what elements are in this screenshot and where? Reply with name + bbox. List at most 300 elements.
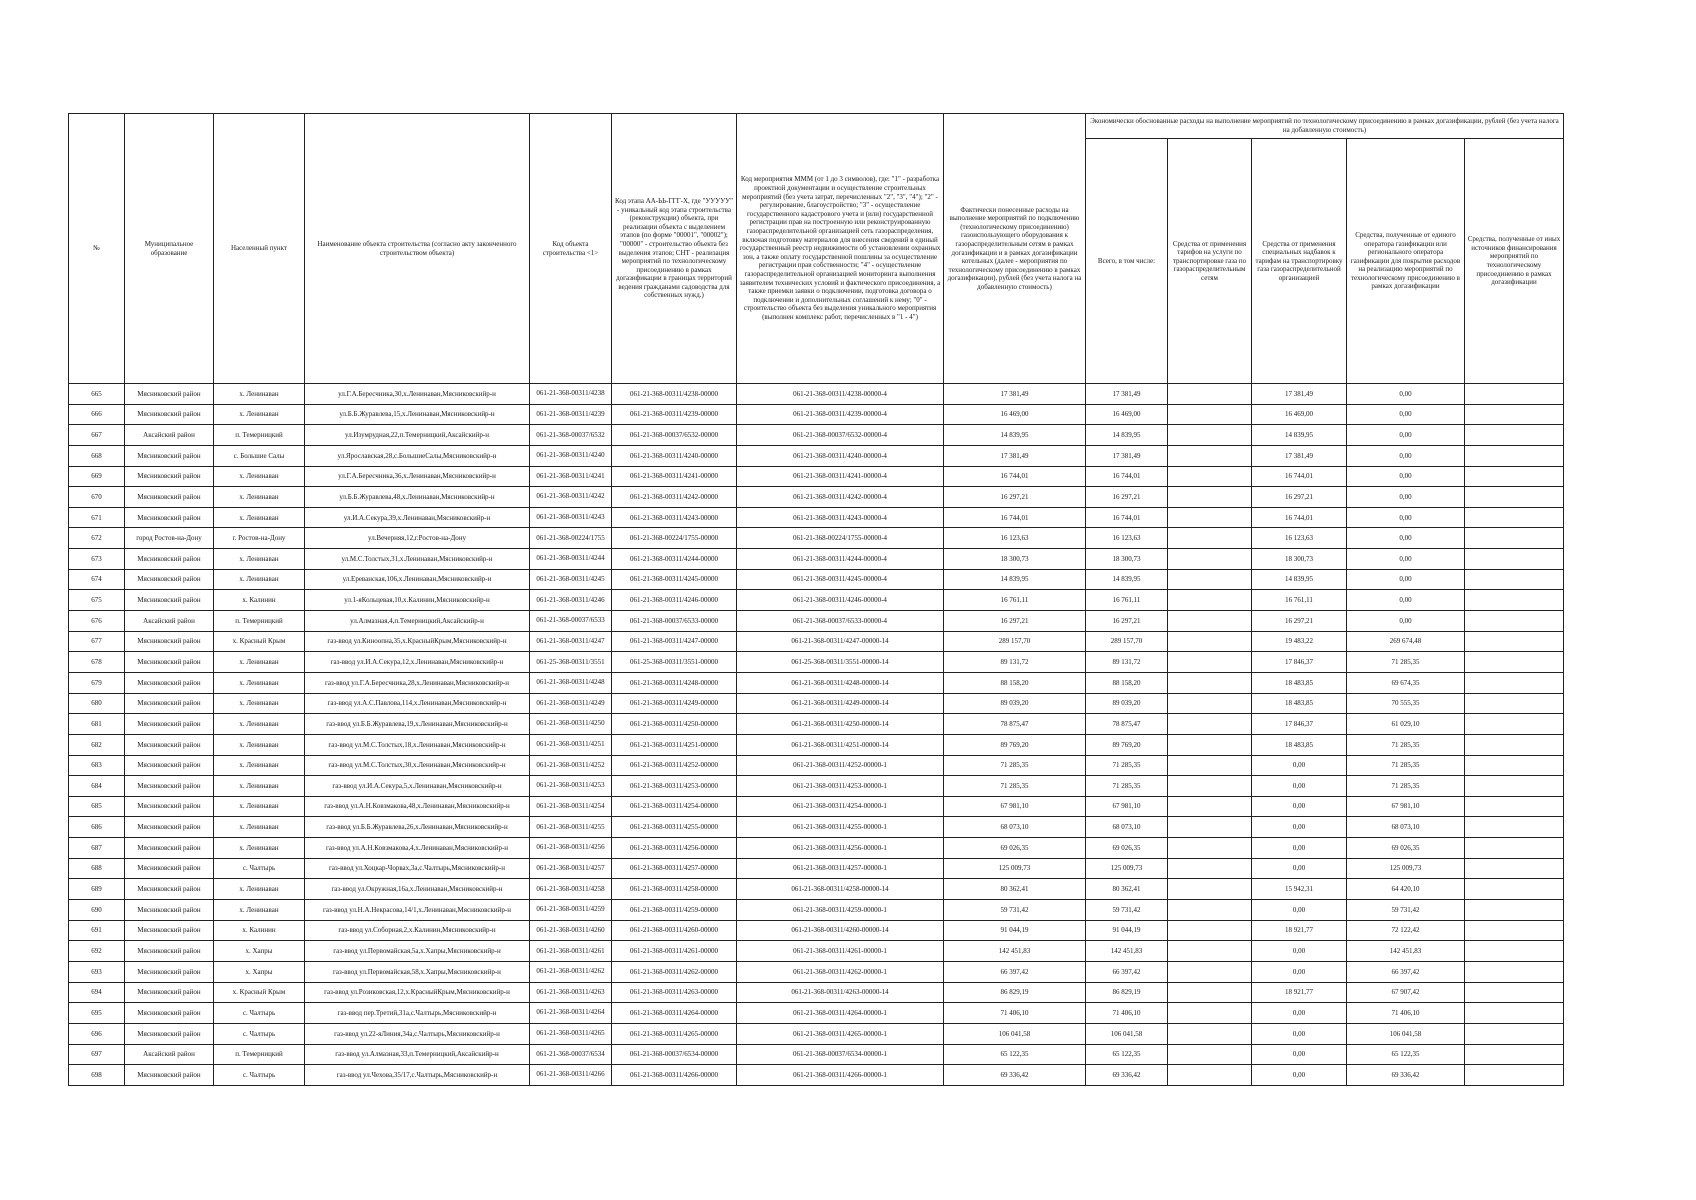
cell-municipality: Мясниковский район: [125, 714, 214, 735]
cell-special-markup: 15 942,31: [1252, 879, 1347, 900]
cell-total: 65 122,35: [1086, 1044, 1168, 1065]
cell-event-code: 061-21-368-00037/6532-00000-4: [737, 425, 944, 446]
cell-operator-funds: 0,00: [1347, 507, 1465, 528]
table-row: [69, 1023, 1564, 1044]
cell-object-code: 061-21-368-00311/4242: [530, 487, 612, 508]
cell-settlement: п. Темерницкий: [214, 425, 305, 446]
table-row: [69, 734, 1564, 755]
cell-object-code: 061-21-368-00311/4244: [530, 549, 612, 570]
cell-settlement: х. Ленинаван: [214, 549, 305, 570]
cell-municipality: Мясниковский район: [125, 1065, 214, 1086]
cell-actual-costs: 17 381,49: [944, 445, 1086, 466]
cell-stage-code: 061-21-368-00311/4260-00000: [612, 920, 737, 941]
cell-object-code: 061-21-368-00311/4261: [530, 941, 612, 962]
table-row: [69, 941, 1564, 962]
cell-object-code: 061-21-368-00311/4259: [530, 900, 612, 921]
cell-object-name: газ-ввод ул.А.Н.Ковзмакова,48,х.Ленинаван,Мясниковскийр-н: [305, 796, 530, 817]
cell-event-code: 061-21-368-00224/1755-00000-4: [737, 528, 944, 549]
header-row-top: [69, 114, 1564, 139]
cell-stage-code: 061-21-368-00224/1755-00000: [612, 528, 737, 549]
cell-stage-code: 061-21-368-00037/6532-00000: [612, 425, 737, 446]
cell-num: 688: [69, 858, 125, 879]
cell-event-code: 061-21-368-00311/4262-00000-1: [737, 961, 944, 982]
cell-total: 78 875,47: [1086, 714, 1168, 735]
cell-total: 16 744,01: [1086, 466, 1168, 487]
cell-special-markup: 16 297,21: [1252, 611, 1347, 632]
table-row: [69, 817, 1564, 838]
cell-object-name: газ-ввод ул.Чехова,35/17,с.Чалтырь,Мясниковскийр-н: [305, 1065, 530, 1086]
cell-event-code: 061-21-368-00311/4239-00000-4: [737, 404, 944, 425]
cell-actual-costs: 16 469,00: [944, 404, 1086, 425]
cell-object-code: 061-21-368-00311/4264: [530, 1003, 612, 1024]
cell-municipality: Мясниковский район: [125, 734, 214, 755]
cell-transport-tariff: [1168, 611, 1252, 632]
cell-municipality: Мясниковский район: [125, 652, 214, 673]
cell-other-funds: [1465, 445, 1564, 466]
cell-object-code: 061-21-368-00311/4256: [530, 838, 612, 859]
cell-special-markup: 18 483,85: [1252, 672, 1347, 693]
cell-transport-tariff: [1168, 920, 1252, 941]
cell-event-code: 061-21-368-00311/4247-00000-14: [737, 631, 944, 652]
cell-actual-costs: 80 362,41: [944, 879, 1086, 900]
header-total: Всего, в том числе:: [1086, 139, 1168, 384]
cell-total: 289 157,70: [1086, 631, 1168, 652]
cell-object-name: газ-ввод ул.М.С.Толстых,18,х.Ленинаван,Мясниковскийр-н: [305, 734, 530, 755]
cell-num: 678: [69, 652, 125, 673]
cell-object-code: 061-21-368-00311/4238: [530, 384, 612, 405]
cell-municipality: Мясниковский район: [125, 920, 214, 941]
gasification-cost-table-sheet: [68, 113, 1563, 1086]
cell-municipality: Аксайский район: [125, 611, 214, 632]
cell-municipality: Мясниковский район: [125, 941, 214, 962]
cell-stage-code: 061-21-368-00311/4241-00000: [612, 466, 737, 487]
cell-actual-costs: 16 744,01: [944, 507, 1086, 528]
cell-municipality: Мясниковский район: [125, 858, 214, 879]
cell-num: 675: [69, 590, 125, 611]
cell-special-markup: 0,00: [1252, 796, 1347, 817]
cell-object-name: газ-ввод ул.Соборная,2,х.Калинин,Мясниковскийр-н: [305, 920, 530, 941]
cell-actual-costs: 69 026,35: [944, 838, 1086, 859]
cell-other-funds: [1465, 714, 1564, 735]
cell-stage-code: 061-21-368-00311/4266-00000: [612, 1065, 737, 1086]
cell-special-markup: 16 761,11: [1252, 590, 1347, 611]
cell-other-funds: [1465, 652, 1564, 673]
cell-operator-funds: 72 122,42: [1347, 920, 1465, 941]
cell-object-code: 061-25-368-00311/3551: [530, 652, 612, 673]
cell-special-markup: 18 921,77: [1252, 920, 1347, 941]
cell-municipality: Мясниковский район: [125, 838, 214, 859]
cell-total: 89 131,72: [1086, 652, 1168, 673]
cell-municipality: Мясниковский район: [125, 961, 214, 982]
header-stage-code: Код этапа АА-ЬЬ-ГГГ-Х, где "УУУУУ" - уникальный код этапа строительства (реконструкции) объекта, при реализации объекта с выделением этапов (по форме "00001", "00002"); "00000" - строительство объекта без выделения этапов; СНТ - реализация мероприятий по технологическому присоединению в рамках догазификации в границах территорий ведения гражданами садоводства для собственных нужд.): [612, 114, 737, 384]
table-row: [69, 1003, 1564, 1024]
cell-object-code: 061-21-368-00037/6534: [530, 1044, 612, 1065]
cell-settlement: х. Ленинаван: [214, 776, 305, 797]
cell-other-funds: [1465, 776, 1564, 797]
cell-event-code: 061-21-368-00311/4245-00000-4: [737, 569, 944, 590]
cell-other-funds: [1465, 549, 1564, 570]
cell-operator-funds: 0,00: [1347, 528, 1465, 549]
cell-num: 680: [69, 693, 125, 714]
cell-actual-costs: 16 297,21: [944, 487, 1086, 508]
cell-municipality: Мясниковский район: [125, 466, 214, 487]
cell-object-name: газ-ввод ул.Розиковская,12,х.КрасныйКрым,Мясниковскийр-н: [305, 982, 530, 1003]
cell-municipality: Мясниковский район: [125, 817, 214, 838]
cell-settlement: с. Чалтырь: [214, 1003, 305, 1024]
cell-municipality: Мясниковский район: [125, 755, 214, 776]
cell-object-code: 061-21-368-00311/4252: [530, 755, 612, 776]
cell-num: 665: [69, 384, 125, 405]
cell-actual-costs: 16 761,11: [944, 590, 1086, 611]
cell-total: 125 009,73: [1086, 858, 1168, 879]
cell-special-markup: 16 469,00: [1252, 404, 1347, 425]
table-row: [69, 425, 1564, 446]
cell-stage-code: 061-25-368-00311/3551-00000: [612, 652, 737, 673]
cell-other-funds: [1465, 879, 1564, 900]
cell-total: 14 839,95: [1086, 425, 1168, 446]
cell-municipality: Мясниковский район: [125, 796, 214, 817]
cell-transport-tariff: [1168, 1065, 1252, 1086]
cell-event-code: 061-21-368-00311/4240-00000-4: [737, 445, 944, 466]
cell-settlement: с. Чалтырь: [214, 1065, 305, 1086]
cell-total: 67 981,10: [1086, 796, 1168, 817]
cell-operator-funds: 142 451,83: [1347, 941, 1465, 962]
cell-operator-funds: 125 009,73: [1347, 858, 1465, 879]
cell-object-name: газ-ввод ул.Хоцкар-Чорвах,3а,с.Чалтырь,Мясниковскийр-н: [305, 858, 530, 879]
cell-object-name: газ-ввод ул.Б.Б.Журавлева,19,х.Ленинаван,Мясниковскийр-н: [305, 714, 530, 735]
cell-operator-funds: 69 026,35: [1347, 838, 1465, 859]
cell-other-funds: [1465, 384, 1564, 405]
table-row: [69, 1044, 1564, 1065]
cell-total: 86 829,19: [1086, 982, 1168, 1003]
cell-actual-costs: 86 829,19: [944, 982, 1086, 1003]
cell-municipality: Мясниковский район: [125, 404, 214, 425]
cell-transport-tariff: [1168, 404, 1252, 425]
cell-actual-costs: 125 009,73: [944, 858, 1086, 879]
cell-object-code: 061-21-368-00224/1755: [530, 528, 612, 549]
cell-settlement: с. Чалтырь: [214, 858, 305, 879]
cell-num: 670: [69, 487, 125, 508]
cell-settlement: х. Ленинаван: [214, 796, 305, 817]
cell-settlement: х. Красный Крым: [214, 982, 305, 1003]
cell-event-code: 061-21-368-00311/4259-00000-1: [737, 900, 944, 921]
cell-object-code: 061-21-368-00311/4257: [530, 858, 612, 879]
cell-special-markup: 16 744,01: [1252, 507, 1347, 528]
cell-object-name: газ-ввод пер.Третий,31а,с.Чалтырь,Мясниковскийр-н: [305, 1003, 530, 1024]
cell-event-code: 061-21-368-00311/4248-00000-14: [737, 672, 944, 693]
cell-actual-costs: 18 300,73: [944, 549, 1086, 570]
cell-event-code: 061-21-368-00311/4263-00000-14: [737, 982, 944, 1003]
table-row: [69, 466, 1564, 487]
cell-settlement: п. Темерницкий: [214, 1044, 305, 1065]
cell-municipality: Мясниковский район: [125, 631, 214, 652]
table-row: [69, 549, 1564, 570]
table-row: [69, 982, 1564, 1003]
cell-settlement: х. Ленинаван: [214, 384, 305, 405]
table-row: [69, 631, 1564, 652]
cell-num: 686: [69, 817, 125, 838]
header-object-name: Наименование объекта строительства (согласно акту законченного строительством объекта): [305, 114, 530, 384]
cell-municipality: Мясниковский район: [125, 507, 214, 528]
cell-municipality: Мясниковский район: [125, 1023, 214, 1044]
cell-other-funds: [1465, 631, 1564, 652]
cell-event-code: 061-21-368-00311/4250-00000-14: [737, 714, 944, 735]
cell-special-markup: 18 300,73: [1252, 549, 1347, 570]
cell-actual-costs: 65 122,35: [944, 1044, 1086, 1065]
cell-municipality: Мясниковский район: [125, 672, 214, 693]
cell-settlement: х. Калинин: [214, 590, 305, 611]
cell-transport-tariff: [1168, 776, 1252, 797]
cell-municipality: Мясниковский район: [125, 776, 214, 797]
cell-object-name: газ-ввод ул.А.С.Павлова,114,х.Ленинаван,Мясниковскийр-н: [305, 693, 530, 714]
cell-event-code: 061-21-368-00311/4260-00000-14: [737, 920, 944, 941]
cell-object-name: ул.Вечерняя,12,г.Ростов-на-Дону: [305, 528, 530, 549]
cell-actual-costs: 71 285,35: [944, 776, 1086, 797]
cell-other-funds: [1465, 941, 1564, 962]
cell-total: 80 362,41: [1086, 879, 1168, 900]
cell-municipality: Мясниковский район: [125, 590, 214, 611]
cell-transport-tariff: [1168, 900, 1252, 921]
cell-event-code: 061-21-368-00311/4242-00000-4: [737, 487, 944, 508]
cell-event-code: 061-21-368-00311/4243-00000-4: [737, 507, 944, 528]
cell-operator-funds: 65 122,35: [1347, 1044, 1465, 1065]
cell-stage-code: 061-21-368-00311/4238-00000: [612, 384, 737, 405]
cell-actual-costs: 67 981,10: [944, 796, 1086, 817]
cell-municipality: Мясниковский район: [125, 549, 214, 570]
cell-event-code: 061-25-368-00311/3551-00000-14: [737, 652, 944, 673]
table-row: [69, 796, 1564, 817]
cell-special-markup: 0,00: [1252, 1003, 1347, 1024]
cell-event-code: 061-21-368-00311/4241-00000-4: [737, 466, 944, 487]
cell-num: 673: [69, 549, 125, 570]
table-row: [69, 838, 1564, 859]
cell-stage-code: 061-21-368-00311/4244-00000: [612, 549, 737, 570]
cell-settlement: х. Ленинаван: [214, 569, 305, 590]
cell-num: 682: [69, 734, 125, 755]
cell-settlement: х. Красный Крым: [214, 631, 305, 652]
cell-operator-funds: 0,00: [1347, 425, 1465, 446]
cell-event-code: 061-21-368-00037/6533-00000-4: [737, 611, 944, 632]
cell-stage-code: 061-21-368-00037/6534-00000: [612, 1044, 737, 1065]
cell-transport-tariff: [1168, 796, 1252, 817]
cell-settlement: х. Ленинаван: [214, 672, 305, 693]
gasification-cost-table: [68, 113, 1564, 1086]
cell-other-funds: [1465, 425, 1564, 446]
cell-num: 668: [69, 445, 125, 466]
cell-other-funds: [1465, 920, 1564, 941]
table-row: [69, 1065, 1564, 1086]
header-object-code: Код объекта строительства <1>: [530, 114, 612, 384]
cell-total: 106 041,58: [1086, 1023, 1168, 1044]
cell-object-name: газ-ввод ул.Алмазная,33,п.Темерницкий,Аксайскийр-н: [305, 1044, 530, 1065]
cell-settlement: х. Ленинаван: [214, 714, 305, 735]
cell-special-markup: 0,00: [1252, 900, 1347, 921]
cell-stage-code: 061-21-368-00311/4239-00000: [612, 404, 737, 425]
cell-object-name: ул.Б.Б.Журавлева,48,х.Ленинаван,Мясниковскийр-н: [305, 487, 530, 508]
cell-stage-code: 061-21-368-00311/4252-00000: [612, 755, 737, 776]
cell-stage-code: 061-21-368-00037/6533-00000: [612, 611, 737, 632]
cell-other-funds: [1465, 838, 1564, 859]
cell-num: 677: [69, 631, 125, 652]
cell-municipality: Мясниковский район: [125, 569, 214, 590]
cell-other-funds: [1465, 1023, 1564, 1044]
cell-event-code: 061-21-368-00311/4258-00000-14: [737, 879, 944, 900]
cell-object-name: газ-ввод ул.Г.А.Бересчника,28,х.Ленинаван,Мясниковскийр-н: [305, 672, 530, 693]
cell-actual-costs: 71 406,10: [944, 1003, 1086, 1024]
cell-stage-code: 061-21-368-00311/4265-00000: [612, 1023, 737, 1044]
table-row: [69, 693, 1564, 714]
cell-total: 71 285,35: [1086, 776, 1168, 797]
cell-object-code: 061-21-368-00311/4266: [530, 1065, 612, 1086]
cell-num: 671: [69, 507, 125, 528]
cell-actual-costs: 142 451,83: [944, 941, 1086, 962]
cell-num: 672: [69, 528, 125, 549]
cell-transport-tariff: [1168, 755, 1252, 776]
cell-settlement: х. Ленинаван: [214, 693, 305, 714]
cell-settlement: п. Темерницкий: [214, 611, 305, 632]
cell-transport-tariff: [1168, 445, 1252, 466]
cell-transport-tariff: [1168, 672, 1252, 693]
cell-object-code: 061-21-368-00311/4245: [530, 569, 612, 590]
cell-transport-tariff: [1168, 384, 1252, 405]
cell-operator-funds: 0,00: [1347, 590, 1465, 611]
cell-num: 698: [69, 1065, 125, 1086]
cell-total: 17 381,49: [1086, 384, 1168, 405]
cell-actual-costs: 17 381,49: [944, 384, 1086, 405]
cell-settlement: х. Хапры: [214, 941, 305, 962]
cell-stage-code: 061-21-368-00311/4242-00000: [612, 487, 737, 508]
table-row: [69, 776, 1564, 797]
cell-actual-costs: 68 073,10: [944, 817, 1086, 838]
cell-settlement: х. Калинин: [214, 920, 305, 941]
cell-operator-funds: 0,00: [1347, 404, 1465, 425]
cell-operator-funds: 0,00: [1347, 384, 1465, 405]
cell-object-name: газ-ввод ул.22-яЛиния,34а,с.Чалтырь,Мясниковскийр-н: [305, 1023, 530, 1044]
cell-num: 696: [69, 1023, 125, 1044]
table-row: [69, 672, 1564, 693]
cell-total: 16 469,00: [1086, 404, 1168, 425]
cell-object-name: газ-ввод ул.Первомайская,5а,х.Хапры,Мясниковскийр-н: [305, 941, 530, 962]
cell-operator-funds: 71 406,10: [1347, 1003, 1465, 1024]
cell-object-code: 061-21-368-00037/6532: [530, 425, 612, 446]
cell-stage-code: 061-21-368-00311/4261-00000: [612, 941, 737, 962]
cell-event-code: 061-21-368-00311/4256-00000-1: [737, 838, 944, 859]
cell-settlement: х. Ленинаван: [214, 734, 305, 755]
cell-special-markup: 16 744,01: [1252, 466, 1347, 487]
cell-object-code: 061-21-368-00311/4249: [530, 693, 612, 714]
cell-transport-tariff: [1168, 817, 1252, 838]
cell-object-code: 061-21-368-00311/4263: [530, 982, 612, 1003]
cell-operator-funds: 71 285,35: [1347, 652, 1465, 673]
table-row: [69, 611, 1564, 632]
cell-object-name: ул.М.С.Толстых,31,х.Ленинаван,Мясниковскийр-н: [305, 549, 530, 570]
cell-other-funds: [1465, 1044, 1564, 1065]
table-header: [69, 114, 1564, 384]
cell-settlement: х. Хапры: [214, 961, 305, 982]
cell-object-code: 061-21-368-00311/4239: [530, 404, 612, 425]
cell-total: 16 297,21: [1086, 611, 1168, 632]
cell-object-code: 061-21-368-00311/4253: [530, 776, 612, 797]
cell-transport-tariff: [1168, 487, 1252, 508]
cell-event-code: 061-21-368-00311/4251-00000-14: [737, 734, 944, 755]
cell-special-markup: 17 381,49: [1252, 384, 1347, 405]
cell-municipality: Мясниковский район: [125, 982, 214, 1003]
cell-stage-code: 061-21-368-00311/4258-00000: [612, 879, 737, 900]
cell-stage-code: 061-21-368-00311/4246-00000: [612, 590, 737, 611]
cell-stage-code: 061-21-368-00311/4243-00000: [612, 507, 737, 528]
cell-actual-costs: 16 123,63: [944, 528, 1086, 549]
cell-settlement: с. Большие Салы: [214, 445, 305, 466]
cell-event-code: 061-21-368-00311/4265-00000-1: [737, 1023, 944, 1044]
cell-operator-funds: 68 073,10: [1347, 817, 1465, 838]
cell-total: 68 073,10: [1086, 817, 1168, 838]
cell-object-code: 061-21-368-00311/4251: [530, 734, 612, 755]
cell-special-markup: 18 483,85: [1252, 734, 1347, 755]
cell-other-funds: [1465, 466, 1564, 487]
cell-object-code: 061-21-368-00311/4241: [530, 466, 612, 487]
cell-operator-funds: 0,00: [1347, 611, 1465, 632]
cell-transport-tariff: [1168, 652, 1252, 673]
cell-actual-costs: 88 158,20: [944, 672, 1086, 693]
cell-operator-funds: 269 674,48: [1347, 631, 1465, 652]
cell-object-code: 061-21-368-00037/6533: [530, 611, 612, 632]
table-row: [69, 384, 1564, 405]
cell-event-code: 061-21-368-00311/4246-00000-4: [737, 590, 944, 611]
table-row: [69, 652, 1564, 673]
cell-other-funds: [1465, 569, 1564, 590]
cell-other-funds: [1465, 590, 1564, 611]
cell-operator-funds: 61 029,10: [1347, 714, 1465, 735]
cell-transport-tariff: [1168, 941, 1252, 962]
cell-actual-costs: 91 044,19: [944, 920, 1086, 941]
cell-operator-funds: 106 041,58: [1347, 1023, 1465, 1044]
cell-special-markup: 0,00: [1252, 961, 1347, 982]
cell-municipality: Мясниковский район: [125, 487, 214, 508]
cell-actual-costs: 14 839,95: [944, 569, 1086, 590]
cell-actual-costs: 59 731,42: [944, 900, 1086, 921]
cell-special-markup: 17 846,37: [1252, 652, 1347, 673]
cell-event-code: 061-21-368-00311/4238-00000-4: [737, 384, 944, 405]
cell-num: 693: [69, 961, 125, 982]
cell-stage-code: 061-21-368-00311/4249-00000: [612, 693, 737, 714]
cell-transport-tariff: [1168, 631, 1252, 652]
cell-operator-funds: 70 555,35: [1347, 693, 1465, 714]
cell-transport-tariff: [1168, 590, 1252, 611]
cell-object-name: газ-ввод ул.Киноопна,35,х.КрасныйКрым,Мясниковскийр-н: [305, 631, 530, 652]
cell-other-funds: [1465, 734, 1564, 755]
cell-object-code: 061-21-368-00311/4262: [530, 961, 612, 982]
cell-num: 679: [69, 672, 125, 693]
cell-stage-code: 061-21-368-00311/4256-00000: [612, 838, 737, 859]
cell-other-funds: [1465, 961, 1564, 982]
cell-stage-code: 061-21-368-00311/4245-00000: [612, 569, 737, 590]
cell-total: 88 158,20: [1086, 672, 1168, 693]
cell-event-code: 061-21-368-00311/4266-00000-1: [737, 1065, 944, 1086]
cell-actual-costs: 89 131,72: [944, 652, 1086, 673]
header-special-markup: Средства от применения специальных надбавок к тарифам на транспортировку газа газораспределительной организацией: [1252, 139, 1347, 384]
cell-total: 16 123,63: [1086, 528, 1168, 549]
cell-special-markup: 17 846,37: [1252, 714, 1347, 735]
cell-special-markup: 0,00: [1252, 941, 1347, 962]
cell-object-code: 061-21-368-00311/4258: [530, 879, 612, 900]
cell-settlement: х. Ленинаван: [214, 879, 305, 900]
cell-special-markup: 16 123,63: [1252, 528, 1347, 549]
cell-settlement: с. Чалтырь: [214, 1023, 305, 1044]
cell-transport-tariff: [1168, 714, 1252, 735]
cell-municipality: Мясниковский район: [125, 900, 214, 921]
table-row: [69, 961, 1564, 982]
cell-operator-funds: 0,00: [1347, 569, 1465, 590]
